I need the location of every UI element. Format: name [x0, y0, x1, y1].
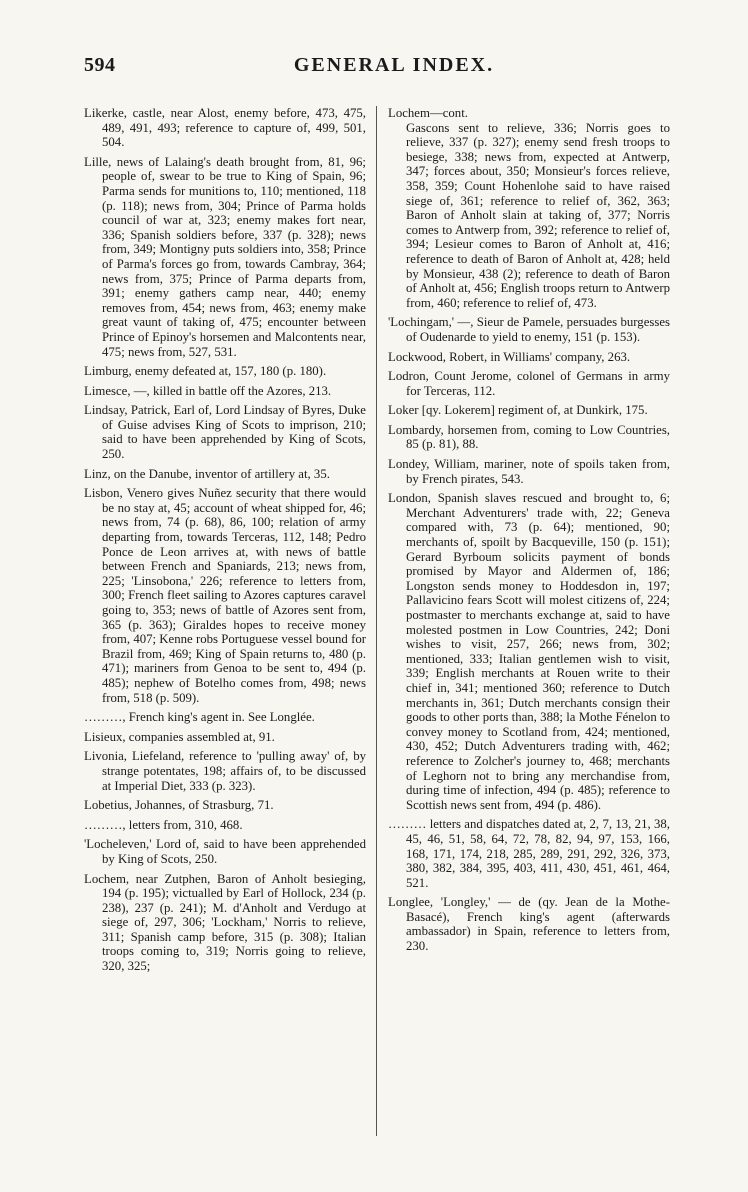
index-entry: [84, 364, 366, 379]
entry-text: near Zutphen, Baron of Anholt besieging, 194 (p. 195); victualled by Earl of Hollock, 234 (p. 238), 237 (p. 241); M. d'Anholt and Verdugo at siege of, 297, 306; 'Lockham,' Norris to relieve, 311; Spanish camp before, 315 (p. 308); Italian troops coming to, 319; Norris going to relieve, 320, 325;: [102, 871, 366, 974]
index-entry: [388, 895, 670, 953]
index-entry: [388, 350, 670, 365]
entry-head: Lochem,: [84, 871, 130, 886]
index-entry: [84, 384, 366, 399]
entry-head: Linz,: [84, 466, 111, 481]
entry-text: Sieur de Pamele, persuades burgesses of Oudenarde to yield to enemy, 151 (p. 153).: [406, 315, 670, 344]
index-entry: [84, 106, 366, 150]
entry-text: Spanish slaves rescued and brought to, 6; Merchant Adventurers' trade with, 22; Geneva compared with, 73 (p. 64); mentioned, 90; merchants of, spoilt by Bacqueville, 150 (p. 151); Gerard Byrboum solicits payment of bonds promised by Mayor and Aldermen of, 186; Longston sends money to Hoddesdon in, 197; Pallavicino fears Scott will molest citizens of, 224; postmaster to merchants exchange at, said to have molested postmen in Low Countries, 242; Doni wishes to visit, 257, 266; news from, 302; mentioned, 333; Italian gentlemen wish to visit, 339; English merchants at Rouen write to their chief in, 341; mentioned 360; reference to Dutch merchants in, 361; Dutch merchants consign their goods to other ports than, 388; la Mothe Fénelon to convey money to Scotland from, 424; mentioned, 430, 452; Dutch Adventurers trading with, 462; reference to Zolcher's journey to, 468; merchants of Leghorn not to bring any merchandise from, during time of infection, 494 (p. 485); reference to Scottish news sent from, 494 (p. 486).: [406, 491, 670, 812]
index-entry: [84, 818, 366, 833]
index-entry: [84, 403, 366, 461]
entry-text: Liefeland, reference to 'pulling away' of, by strange potentates, 198; affairs of, to be discussed at Imperial Diet, 333 (p. 323).: [102, 749, 366, 793]
index-entry: [84, 837, 366, 866]
entry-text: news of Lalaing's death brought from, 81, 96; people of, swear to be true to King of Spain, 96; Parma sends for munitions to, 110; mentioned, 118 (p. 118); news from, 304; Prince of Parma holds council of war at, 323; enemy makes fort near, 336; Spanish soldiers before, 337 (p. 328); news from, 349; Montigny puts soldiers into, 358; Prince of Parma's forces go from, towards Cambray, 364; news from, 375; Prince of Parma departs from, 391; enemy gathers camp near, 440; enemy removes from, 454; news from, 463; enemy make great vaunt of taking of, 475; encounter between Prince of Epinoy's horsemen and Malcontents near, 475; news from, 527, 531.: [102, 154, 366, 359]
index-entry: [388, 369, 670, 398]
index-entry: [388, 315, 670, 344]
entry-head: Lobetius, Johannes,: [84, 798, 186, 813]
entry-head: Lombardy,: [388, 422, 444, 437]
entry-head: Lochem—cont.: [388, 106, 468, 120]
page-number: 594: [84, 54, 116, 76]
entry-text: enemy defeated at, 157, 180 (p. 180).: [131, 364, 327, 379]
entry-head: Longlee,: [388, 895, 434, 910]
entry-text: companies assembled at, 91.: [125, 729, 275, 744]
entry-text: horsemen from, coming to Low Countries, 85 (p. 81), 88.: [406, 422, 670, 452]
index-entry: [388, 491, 670, 812]
entry-head: Londey, William,: [388, 457, 479, 472]
entry-text: Venero gives Nuñez security that there would be no stay at, 45; account of wheat shipped for, 46; news from, 74 (p. 68), 86, 100; relation of army departing from, towards Terceras, 112, 148; Pedro Ponce de Leon arrives at, with news of battle between French and Spaniards, 213; news from, 225; 'Linsobona,' 226; reference to letters from, 300; French fleet sailing to Azores captures caravel going to, 353; news of battle of Azores sent from, 365 (p. 363); Giraldes hopes to receive money from, 407; Kenne robs Portuguese vessel bound for Brazil from, 469; King of Spain returns to, 480 (p. 471); mariners from Genoa to be sent to, 494 (p. 485); nephew of Botelho comes from, 498; news from, 518 (p. 509).: [102, 486, 366, 705]
entry-text: mariner, note of spoils taken from, by French pirates, 543.: [406, 457, 671, 486]
entry-head: Limburg,: [84, 364, 132, 379]
entry-text: colonel of Germans in army for Terceras, 112.: [406, 369, 670, 398]
entry-head: Lockwood, Robert,: [388, 349, 488, 364]
index-column-left: [84, 106, 366, 979]
entry-text: killed in battle off the Azores, 213.: [149, 383, 332, 398]
entry-text: Earl of, Lord Lindsay of Byres, Duke of Guise advises King of Scots to imprison, 210; said to have been apprehended by King of Scots, 250.: [102, 403, 366, 462]
index-entry: [84, 467, 366, 482]
index-entry: [388, 403, 670, 418]
index-column-right: [388, 106, 670, 959]
entry-text: of Strasburg, 71.: [185, 798, 274, 813]
entry-head: Livonia,: [84, 749, 128, 764]
entry-continuation: Gascons sent to relieve, 336; Norris goes to relieve, 337 (p. 327); enemy send fresh troops to besiege, 338; news from, expected at Antwerp, 347; forces about, 350; Monsieur's forces relieve, 358, 359; Count Hohenlohe said to have raised siege of, 361; reference to relief of, 362, 363; Baron of Anholt slain at taking of, 377; Norris comes to Antwerp from, 392; reference to relief of, 394; Lesieur comes to Baron of Anholt at, 416; reference to death of Baron of Anholt at, 428; held by Monsieur, 438 (2); reference to death of Baron of Anholt at, 456; English troops return to Antwerp from, 460; reference to relief of, 473.: [406, 120, 670, 310]
entry-text: French king's agent in. See Longlée.: [125, 710, 315, 725]
index-entry: [84, 730, 366, 745]
entry-text: 'Longley,' — de (qy. Jean de la Mothe-Basaсé), French king's agent (afterwards ambassador) in Spain, reference to letters from, 230.: [406, 895, 670, 954]
index-entry: [84, 710, 366, 725]
index-entry: [84, 155, 366, 359]
entry-head: Lodron, Count Jerome,: [388, 369, 512, 384]
entry-head: ………,: [84, 817, 126, 832]
entry-head: Lisbon,: [84, 486, 123, 501]
entry-head: Likerke,: [84, 106, 127, 120]
index-entry: [84, 798, 366, 813]
entry-text: on the Danube, inventor of artillery at, 35.: [110, 466, 330, 481]
entry-head: London,: [388, 491, 432, 506]
entry-text: Lord of, said to have been apprehended by King of Scots, 250.: [102, 837, 366, 866]
entry-text: [qy. Lokerem] regiment of, at Dunkirk, 175.: [418, 403, 648, 418]
entry-head: Lisieux,: [84, 729, 126, 744]
entry-head: ………: [388, 817, 427, 832]
index-entry-continued: [388, 106, 670, 121]
entry-head: Limesce, —,: [84, 383, 150, 398]
index-entry: [388, 817, 670, 890]
entry-head: Lille,: [84, 154, 112, 169]
page-title: GENERAL INDEX.: [293, 54, 495, 76]
index-entry: [388, 457, 670, 486]
entry-text: letters from, 310, 468.: [125, 817, 243, 832]
entry-head: Loker: [388, 403, 419, 418]
entry-text: in Williams' company, 263.: [487, 349, 631, 364]
index-entry: [84, 749, 366, 793]
entry-head: 'Locheleven,': [84, 837, 152, 852]
entry-head: 'Lochingam,' —,: [388, 315, 474, 330]
index-entry: [84, 872, 366, 974]
column-divider: [376, 106, 377, 1136]
entry-head: ………,: [84, 710, 126, 725]
entry-head: Lindsay, Patrick,: [84, 403, 171, 418]
entry-text: letters and dispatches dated at, 2, 7, 13, 21, 38, 45, 46, 51, 58, 64, 72, 78, 82, 94, 97, 153, 166, 168, 171, 174, 218, 285, 289, 291, 292, 326, 373, 380, 382, 384, 395, 403, 411, 430, 451, 461, 464, 521.: [406, 817, 670, 890]
index-entry: [388, 423, 670, 452]
entry-text: castle, near Alost, enemy before, 473, 475, 489, 491, 493; reference to capture of, 499, 501, 504.: [102, 106, 366, 150]
index-entry: [84, 486, 366, 705]
